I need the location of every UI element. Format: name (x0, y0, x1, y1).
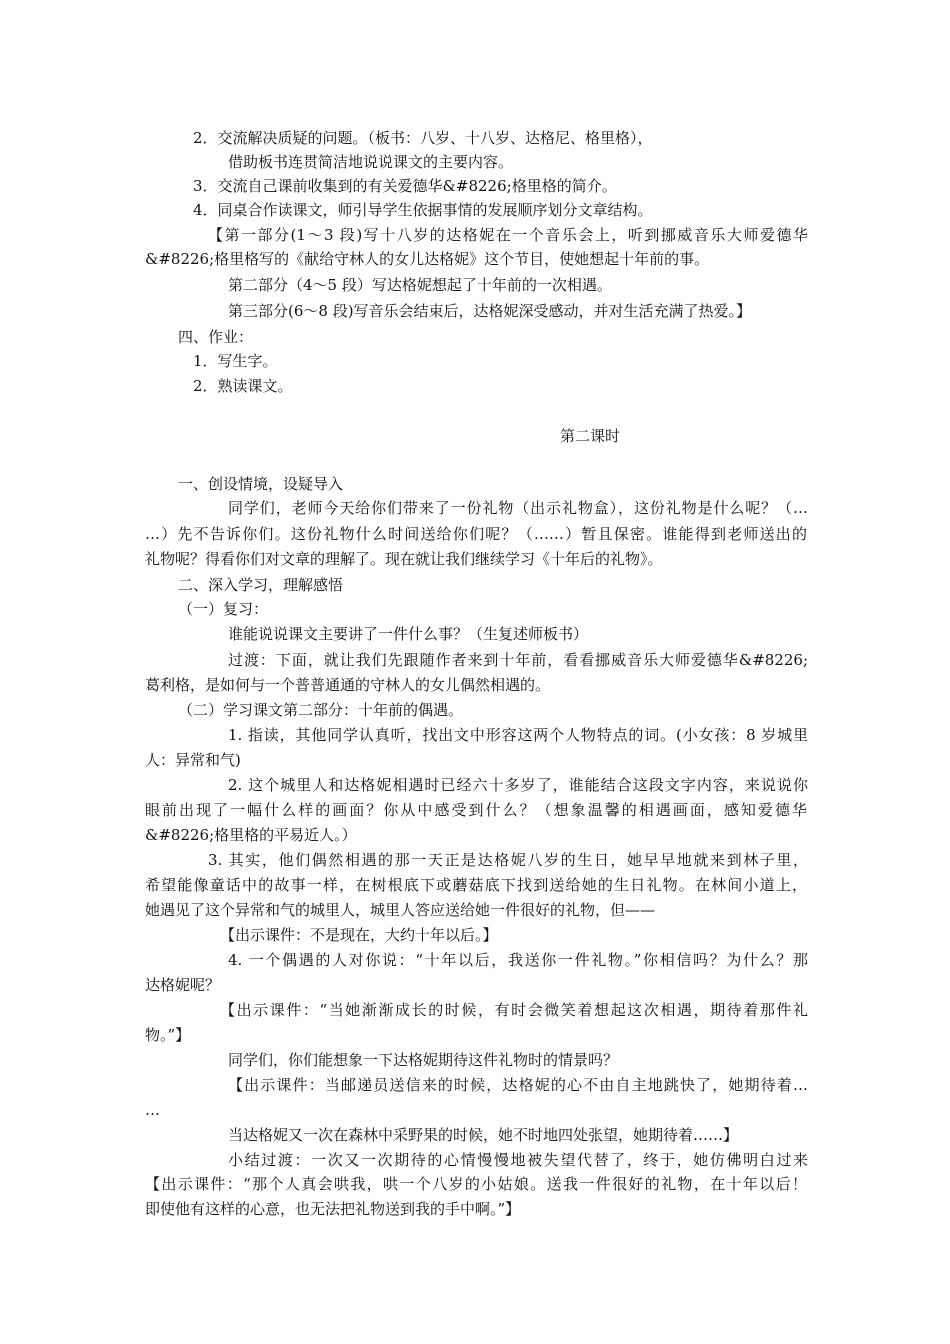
text-line: 她遇见了这个异常和气的城里人，城里人答应送给她一件很好的礼物，但—— (145, 901, 656, 919)
section-heading: 四、作业： (178, 328, 254, 346)
text-line: 物。”】 (145, 1026, 191, 1044)
text-line: 【第一部分(1～3 段)写十八岁的达格妮在一个音乐会上，听到挪威音乐大师爱德华 (208, 226, 808, 244)
text-line: 2．交流解决质疑的问题。（板书：八岁、十八岁、达格尼、格里格）， (193, 129, 653, 147)
text-line: 2. 这个城里人和达格妮相遇时已经六十多岁了，谁能结合这段文字内容，来说说你 (228, 776, 808, 794)
section-heading: 二、深入学习，理解感悟 (178, 576, 344, 594)
text-line: 4. 一个偶遇的人对你说：“十年以后，我送你一件礼物。”你相信吗？为什么？那 (228, 951, 808, 969)
text-line: 即使他有这样的心意，也无法把礼物送到我的手中啊。”】 (145, 1200, 521, 1218)
text-line: 【出示课件：不是现在，大约十年以后。】 (220, 926, 498, 944)
text-line: 3．交流自己课前收集到的有关爱德华&#8226;格里格的简介。 (193, 177, 617, 195)
text-line: &#8226;格里格的平易近人。） (145, 826, 357, 844)
text-line: … (145, 1101, 160, 1119)
text-line: 1. 指读，其他同学认真听，找出文中形容这两个人物特点的词。(小女孩：8 岁城里 (228, 726, 808, 744)
text-line: 当达格妮又一次在森林中采野果的时候，她不时地四处张望，她期待着……】 (228, 1126, 739, 1144)
text-line: 第二部分（4～5 段）写达格妮想起了十年前的一次相遇。 (228, 276, 612, 294)
section-heading: 一、创设情境，设疑导入 (178, 475, 344, 493)
text-line: 【出示课件：“当她渐渐成长的时候，有时会微笑着想起这次相遇，期待着那件礼 (220, 1001, 808, 1019)
text-line: 1．写生字。 (193, 352, 278, 370)
subsection-heading: （二）学习课文第二部分：十年前的偶遇。 (178, 701, 464, 719)
text-line: 借助板书连贯简洁地说说课文的主要内容。 (228, 153, 514, 171)
lesson-title: 第二课时 (559, 427, 620, 445)
text-line: 眼前出现了一幅什么样的画面？你从中感受到什么？（想象温馨的相遇画面，感知爱德华 (145, 801, 807, 819)
text-line: 人：异常和气) (145, 751, 241, 769)
text-line: 3. 其实，他们偶然相遇的那一天正是达格妮八岁的生日，她早早地就来到林子里， (208, 851, 808, 869)
text-line: 谁能说说课文主要讲了一件什么事？（生复述师板书） (228, 625, 589, 643)
text-line: 礼物呢？得看你们对文章的理解了。现在就让我们继续学习《十年后的礼物》。 (145, 550, 663, 568)
text-line: 达格妮呢？ (145, 976, 221, 994)
text-line: …）先不告诉你们。这份礼物什么时间送给你们呢？（……）暂且保密。谁能得到老师送出的 (145, 525, 807, 543)
text-line: 葛利格，是如何与一个普普通通的守林人的女儿偶然相遇的。 (145, 676, 551, 694)
text-line: &#8226;格里格写的《献给守林人的女儿达格妮》这个节目，使她想起十年前的事。 (145, 250, 710, 268)
text-line: 同学们，你们能想象一下达格妮期待这件礼物时的情景吗？ (228, 1051, 619, 1069)
text-line: 小结过渡：一次又一次期待的心情慢慢地被失望代替了，终于，她仿佛明白过来 (228, 1151, 808, 1169)
text-line: 【出示课件：当邮递员送信来的时候，达格妮的心不由自主地跳快了，她期待着… (228, 1076, 808, 1094)
text-line: 【出示课件：“那个人真会哄我，哄一个八岁的小姑娘。送我一件很好的礼物，在十年以后！ (145, 1175, 807, 1193)
text-line: 4．同桌合作读课文，师引导学生依据事情的发展顺序划分文章结构。 (193, 201, 653, 219)
text-line: 希望能像童话中的故事一样，在树根底下或蘑菇底下找到送给她的生日礼物。在林间小道上， (145, 876, 807, 894)
text-line: 过渡：下面，就让我们先跟随作者来到十年前，看看挪威音乐大师爱德华&#8226; (228, 651, 808, 669)
text-line: 同学们，老师今天给你们带来了一份礼物（出示礼物盒），这份礼物是什么呢？（… (228, 499, 808, 517)
subsection-heading: （一）复习： (178, 600, 269, 618)
text-line: 2．熟读课文。 (193, 377, 293, 395)
text-line: 第三部分(6～8 段)写音乐会结束后，达格妮深受感动，并对生活充满了热爱。】 (228, 302, 752, 320)
